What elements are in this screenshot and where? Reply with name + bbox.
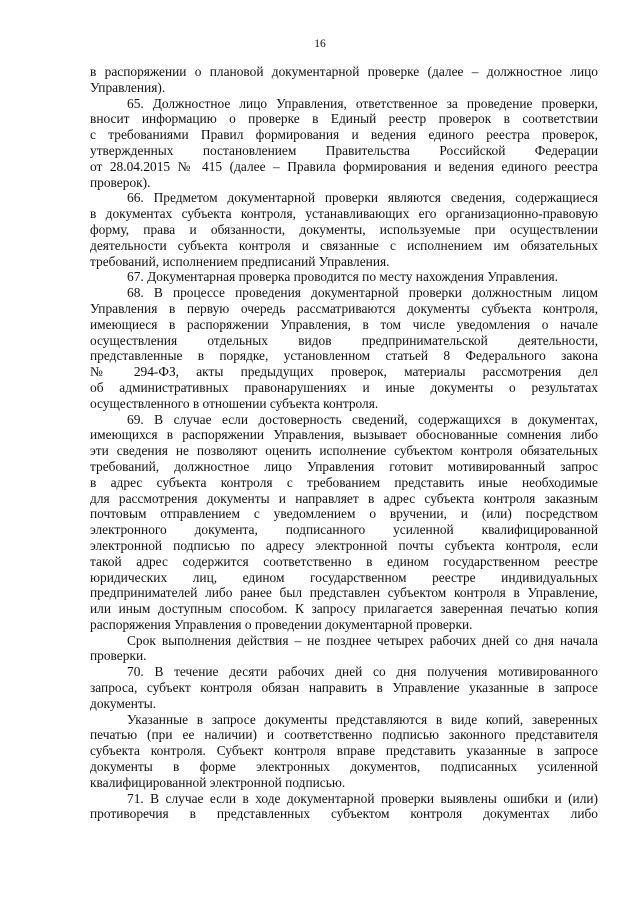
text-line: 68. В процессе проведения документарной проверки должностным лицом [127, 285, 598, 301]
body-text [90, 64, 598, 822]
text-line: Срок выполнения действия – не позднее четырех рабочих дней со дня начала [127, 632, 598, 648]
text-line: проверки. [90, 648, 147, 664]
text-line: печатью (при ее наличии) и соответственно подписью законного представителя [90, 727, 598, 743]
page-number: 16 [314, 38, 326, 50]
text-line: 65. Должностное лицо Управления, ответственное за проведение проверки, [127, 95, 598, 111]
text-line: форму, права и обязанности, документы, используемые при осуществлении [90, 221, 598, 237]
text-line: электронного документа, подписанного усиленной квалифицированной [90, 522, 598, 538]
text-line: квалифицированной электронной подписью. [90, 774, 346, 790]
text-line: Управления). [90, 79, 166, 95]
text-line: проверок). [90, 174, 151, 190]
text-line: с требованиями Правил формирования и ведения единого реестра проверок, [90, 127, 598, 143]
text-line: требований, исполнением предписаний Управления. [90, 253, 390, 269]
text-line: в документах субъекта контроля, устанавливающих его организационно-правовую [90, 206, 598, 222]
text-line: имеющиеся в распоряжении Управления, в том числе уведомления о начале [90, 316, 598, 332]
text-line: вносит информацию о проверке в Единый реестр проверок в соответствии [90, 111, 598, 127]
text-line: имеющихся в распоряжении Управления, вызывает обоснованные сомнения либо [90, 427, 598, 443]
text-line: 70. В течение десяти рабочих дней со дня получения мотивированного [127, 664, 598, 680]
text-line: в адрес субъекта контроля с требованием представить иные необходимые [90, 474, 598, 490]
text-line: от 28.04.2015 № 415 (далее – Правила формирования и ведения единого реестра [90, 158, 598, 174]
text-line: документы. [90, 695, 157, 711]
text-line: юридических лиц, едином государственном реестре индивидуальных [90, 569, 598, 585]
text-line: эти сведения не позволяют оценить исполнение субъектом контроля обязательных [90, 443, 598, 459]
text-line: утвержденных постановлением Правительства Российской Федерации [90, 142, 598, 158]
text-line: такой адрес содержится соответственно в едином государственном реестре [90, 553, 598, 569]
text-line: для рассмотрения документы и направляет в адрес субъекта контроля заказным [90, 490, 598, 506]
text-line: Указанные в запросе документы представляются в виде копий, заверенных [127, 711, 598, 727]
text-line: 67. Документарная проверка проводится по месту нахождения Управления. [127, 269, 559, 285]
text-line: об административных правонарушениях и иные документы о результатах [90, 379, 598, 395]
text-line: электронной подписью по адресу электронной почты субъекта контроля, если [90, 537, 598, 553]
text-line: 69. В случае если достоверность сведений, содержащихся в документах, [127, 411, 598, 427]
text-line: деятельности субъекта контроля и связанные с исполнением им обязательных [90, 237, 598, 253]
text-line: предпринимателей либо ранее был представлен субъектом контроля в Управление, [90, 585, 598, 601]
text-line: представленные в порядке, установленном статьей 8 Федерального закона [90, 348, 598, 364]
text-line: распоряжения Управления о проведении документарной проверки. [90, 616, 473, 632]
text-line: в распоряжении о плановой документарной проверке (далее – должностное лицо [90, 64, 598, 79]
text-line: осуществленного в отношении субъекта контроля. [90, 395, 379, 411]
text-line: требований, должностное лицо Управления готовит мотивированный запрос [90, 458, 598, 474]
text-line: противоречия в представленных субъектом контроля документах либо [90, 806, 598, 822]
text-line: 66. Предметом документарной проверки являются сведения, содержащиеся [127, 190, 598, 206]
text-line: почтовым отправлением с уведомлением о вручении, и (или) посредством [90, 506, 598, 522]
text-line: запроса, субъект контроля обязан направить в Управление указанные в запросе [90, 680, 598, 696]
text-line: или иным доступным способом. К запросу прилагается заверенная печатью копия [90, 601, 598, 617]
text-line: Управления в первую очередь рассматриваются документы субъекта контроля, [90, 300, 598, 316]
text-line: документы в форме электронных документов, подписанных усиленной [90, 759, 598, 775]
text-line: № 294-ФЗ, акты предыдущих проверок, материалы рассмотрения дел [90, 364, 598, 380]
text-line: осуществления отдельных видов предпринимательской деятельности, [90, 332, 598, 348]
text-line: 71. В случае если в ходе документарной проверки выявлены ошибки и (или) [127, 790, 598, 806]
text-line: субъекта контроля. Субъект контроля вправе представить указанные в запросе [90, 743, 598, 759]
